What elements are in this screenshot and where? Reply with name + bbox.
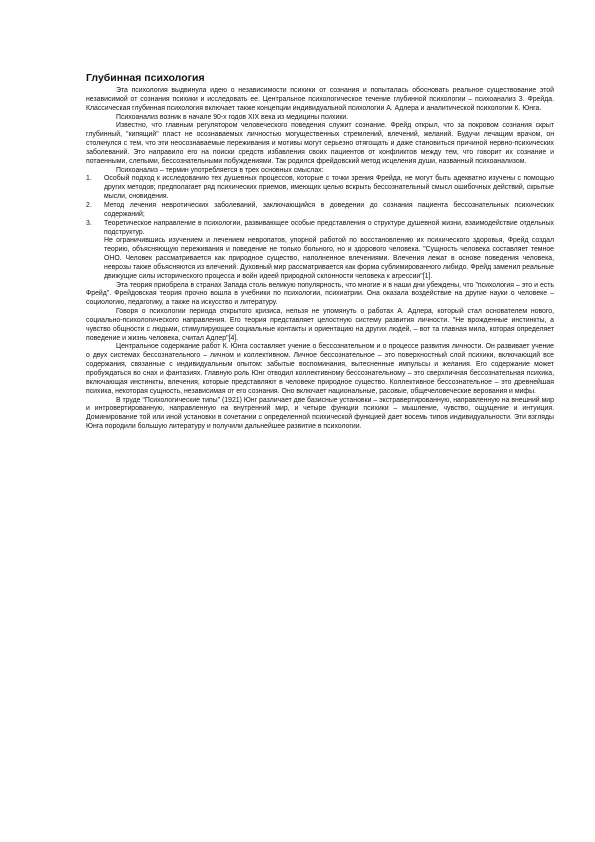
list-item-number: 3.: [86, 219, 92, 227]
list-item-text: Теоретическое направление в психологии, развивающее особые представления о структуре душевной жизни, взаимодействие отдельных подструктур.: [104, 219, 554, 236]
list-item-number: 2.: [86, 201, 92, 209]
list-continuation: [86, 237, 554, 281]
freud-discovery-paragraph: Известно, что главным регулятором человеческого поведения служит сознание. Фрейд открыл, что за покровом сознания скрыт глубинный, "кипящий" пласт не осознаваемых личностью могущественных стремлений, влечений, желаний. Будучи лечащим врачом, он столкнулся с тем, что эти неосознаваемые переживания и мотивы могут серьезно отягощать и даже становиться причиной нервно-психических заболеваний. Это направило его на поиски средств избавления своих пациентов от конфликтов между тем, что говорит их сознание и потаенными, слепыми, бессознательными побуждениями. Так родился фрейдовский метод исцеления души, названный психоанализом.: [86, 122, 554, 165]
freud-theory-paragraph: Не ограничившись изучением и лечением невропатов, упорной работой по восстановлению их психического здоровья, Фрейд создал теорию, объясняющую переживания и поведение не только больного, но и здорового человека. "Сущность человека составляет темное ОНО. Человек рассматривается как природное существо, наполненное влечениями. Влечения лежат в основе поведения человека, неврозы также объясняются из влечений. Духовный мир рассматривается как форма сублимированного либидо. Фрейд заменил реальные движущие силы исторического процесса и войн идеей природной склонности человека к агрессии"[1].: [104, 237, 554, 280]
psychoanalysis-origin-paragraph: Психоанализ возник в начале 90-х годов XIX века из медицины психики.: [116, 113, 349, 121]
jung-unconscious-paragraph: Центральное содержание работ К. Юнга составляет учение о бессознательном и о процессе развития личности. Он развивает учение о двух системах бессознательного – личном и коллективном. Личное бессознательное – это поверхностный слой психики, включающий все содержания, связанные с индивидуальным опытом: забытые воспоминания, вытесненные импульсы и желания. Его содержание может пробуждаться во снах и фантазиях. Главную роль Юнг отводил коллективному бессознательному – это сверхличная бессознательная психика, включающая инстинкты, влечения, которые представляют в человеке природное существо. Коллективное бессознательное – это древнейшая психика, некоторая сущность, независимая от его сознания. Оно включает национальные, расовые, общечеловеческие верования и мифы.: [86, 343, 554, 395]
intro-paragraph: Эта психология выдвинула идею о независимости психики от сознания и попыталась обосновать реальное существование этой независимой от сознания психики и исследовать ее. Центральное психологическое течение глубинной психологии – психоанализ З. Фрейда. Классическая глубинная психология включает также концепции индивидуальной психологии А. Адлера и аналитической психологии К. Юнга.: [86, 87, 554, 112]
list-item-number: 1.: [86, 175, 92, 183]
adler-paragraph: Говоря о психологии периода открытого кризиса, нельзя не упомянуть о работах А. Адлера, который стал основателем нового, социально-психологического направления. Его теория представляет целостную систему развития личности. "Не врожденные инстинкты, а чувство общности с людьми, стимулирующее социальные контакты и ориентацию на других людей, – вот та главная мила, которая определяет поведение и жизнь человека, считал Адлер"[4].: [86, 308, 554, 342]
meanings-list: [86, 175, 554, 237]
theory-popularity-paragraph: Эта теория приобрела в странах Запада столь великую популярность, что многие и в наши дни убеждены, что "психология – это и есть Фрейд". Фрейдовская теория прочно вошла в учебники по психологии, психиатрии. Она оказала воздействие на другие науки о человеке – социологию, педагогику, а также на искусство и литературу.: [86, 281, 554, 307]
document-title: Глубинная психология: [86, 72, 205, 84]
list-item: [86, 220, 554, 238]
list-item-text: Особый подход к исследованию тех душевных процессов, которые с точки зрения Фрейда, не могут быть адекватно изучены с помощью других методов; предполагает ряд психических приемов, имеющих целью вскрыть бессознательный смысл ошибочных действий, скрытые мысли, сновидения.: [104, 175, 554, 201]
document-page: [86, 72, 554, 432]
list-item: [86, 175, 554, 202]
jung-types-paragraph: В труде "Психологические типы" (1921) Юнг различает две базисные установки – экстравертированную, направленную на внешний мир и интровертированную, направленную на внутренний мир, и четыре функции психики – мышление, чувство, ощущение и интуиция. Доминирование той или иной установки в сочетании с определенной психической функцией дает восемь типов индивидуальности. Эти взгляды Юнга породили большую литературу и получили дальнейшее развитие в психологии.: [86, 396, 554, 431]
list-item: [86, 202, 554, 220]
term-meanings-paragraph: Психоанализ – термин употребляется в трех основных смыслах:: [116, 166, 324, 174]
list-item-text: Метод лечения невротических заболеваний, заключающийся в доведении до сознания пациента бессознательных психических содержаний;: [104, 201, 554, 218]
